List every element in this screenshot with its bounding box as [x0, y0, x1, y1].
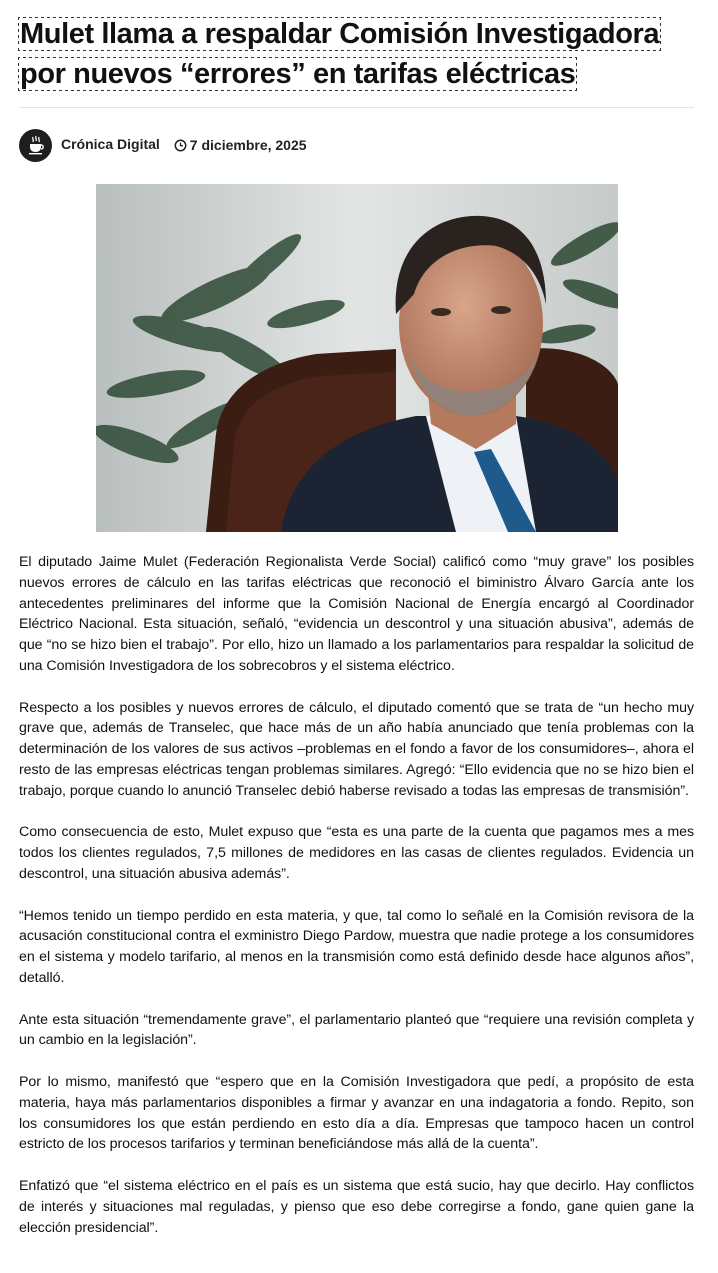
coffee-cup-icon — [25, 134, 47, 156]
article-meta — [19, 128, 307, 162]
publish-date — [174, 137, 307, 153]
article-title-text[interactable]: Mulet llama a respaldar Comisión Investigadora por nuevos “errores” en tarifas eléctricas — [20, 18, 660, 90]
clock-icon — [174, 139, 187, 152]
paragraph: Como consecuencia de esto, Mulet expuso que “esta es una parte de la cuenta que pagamos mes a mes todos los clientes regulados, 7,5 millones de medidores en las casas de clientes regulados. Evidencia un descontrol, una situación abusiva además”. — [19, 824, 694, 882]
paragraph: Enfatizó que “el sistema eléctrico en el país es un sistema que está sucio, hay que decirlo. Hay conflictos de interés y situaciones mal reguladas, y pienso que eso debe corregirse a fondo, gane quien gane la elección presidencial”. — [19, 1177, 694, 1236]
paragraph: “Hemos tenido un tiempo perdido en esta materia, y que, tal como lo señalé en la Comisión revisora de la acusación constitucional contra el exministro Diego Pardow, muestra que nadie protege a los consumidores en el sistema y modelo tarifario, al menos en la transmisión como está definido desde hace algunos años”, detalló. — [19, 907, 694, 986]
author-name[interactable]: Crónica Digital — [61, 135, 160, 152]
article-body — [19, 552, 694, 1259]
author-avatar[interactable] — [19, 129, 52, 162]
publish-date-text: 7 diciembre, 2025 — [189, 137, 307, 153]
article-header — [19, 14, 694, 94]
paragraph: Por lo mismo, manifestó que “espero que en la Comisión Investigadora que pedí, a propósito de esta materia, haya más parlamentarios disponibles a firmar y avanzar en una indagatoria a fondo. Repito, son los consumidores los que están perdiendo en esto día a día. Empresas que tampoco hacen un control estricto de los procesos tarifarios y terminan beneficiándose más allá de la cuenta”. — [19, 1073, 694, 1153]
article-title[interactable] — [19, 14, 694, 94]
paragraph: El diputado Jaime Mulet (Federación Regionalista Verde Social) calificó como “muy grave” los posibles nuevos errores de cálculo en las tarifas eléctricas que reconoció el biministro Álvaro García ante los antecedentes preliminares del informe que la Comisión Nacional de Energía encargó al Coordinador Eléctrico Nacional. Esta situación, señaló, “evidencia un descontrol y una situación abusiva”, además de que “no se hizo bien el trabajo”. Por ello, hizo un llamado a los parlamentarios para respaldar la solicitud de una Comisión Investigadora de los sobrecobros y el sistema eléctrico. — [19, 554, 694, 674]
paragraph: Respecto a los posibles y nuevos errores de cálculo, el diputado comentó que se trata de “un hecho muy grave que, además de Transelec, que hace más de un año había anunciado que tenía problemas con la determinación de los valores de sus activos –problemas en el fondo a favor de los consumidores–, ahora el resto de las empresas eléctricas tengan problemas similares. Agregó: “Ello evidencia que no se hizo bien el trabajo, porque cuando lo anunció Transelec debió haberse revisado a todas las empresas de transmisión”. — [19, 699, 694, 799]
portrait-photo — [96, 184, 618, 532]
paragraph: Ante esta situación “tremendamente grave”, el parlamentario planteó que “requiere una revisión completa y un cambio en la legislación”. — [19, 1011, 694, 1049]
article-photo[interactable] — [96, 184, 618, 532]
title-divider — [19, 107, 694, 108]
